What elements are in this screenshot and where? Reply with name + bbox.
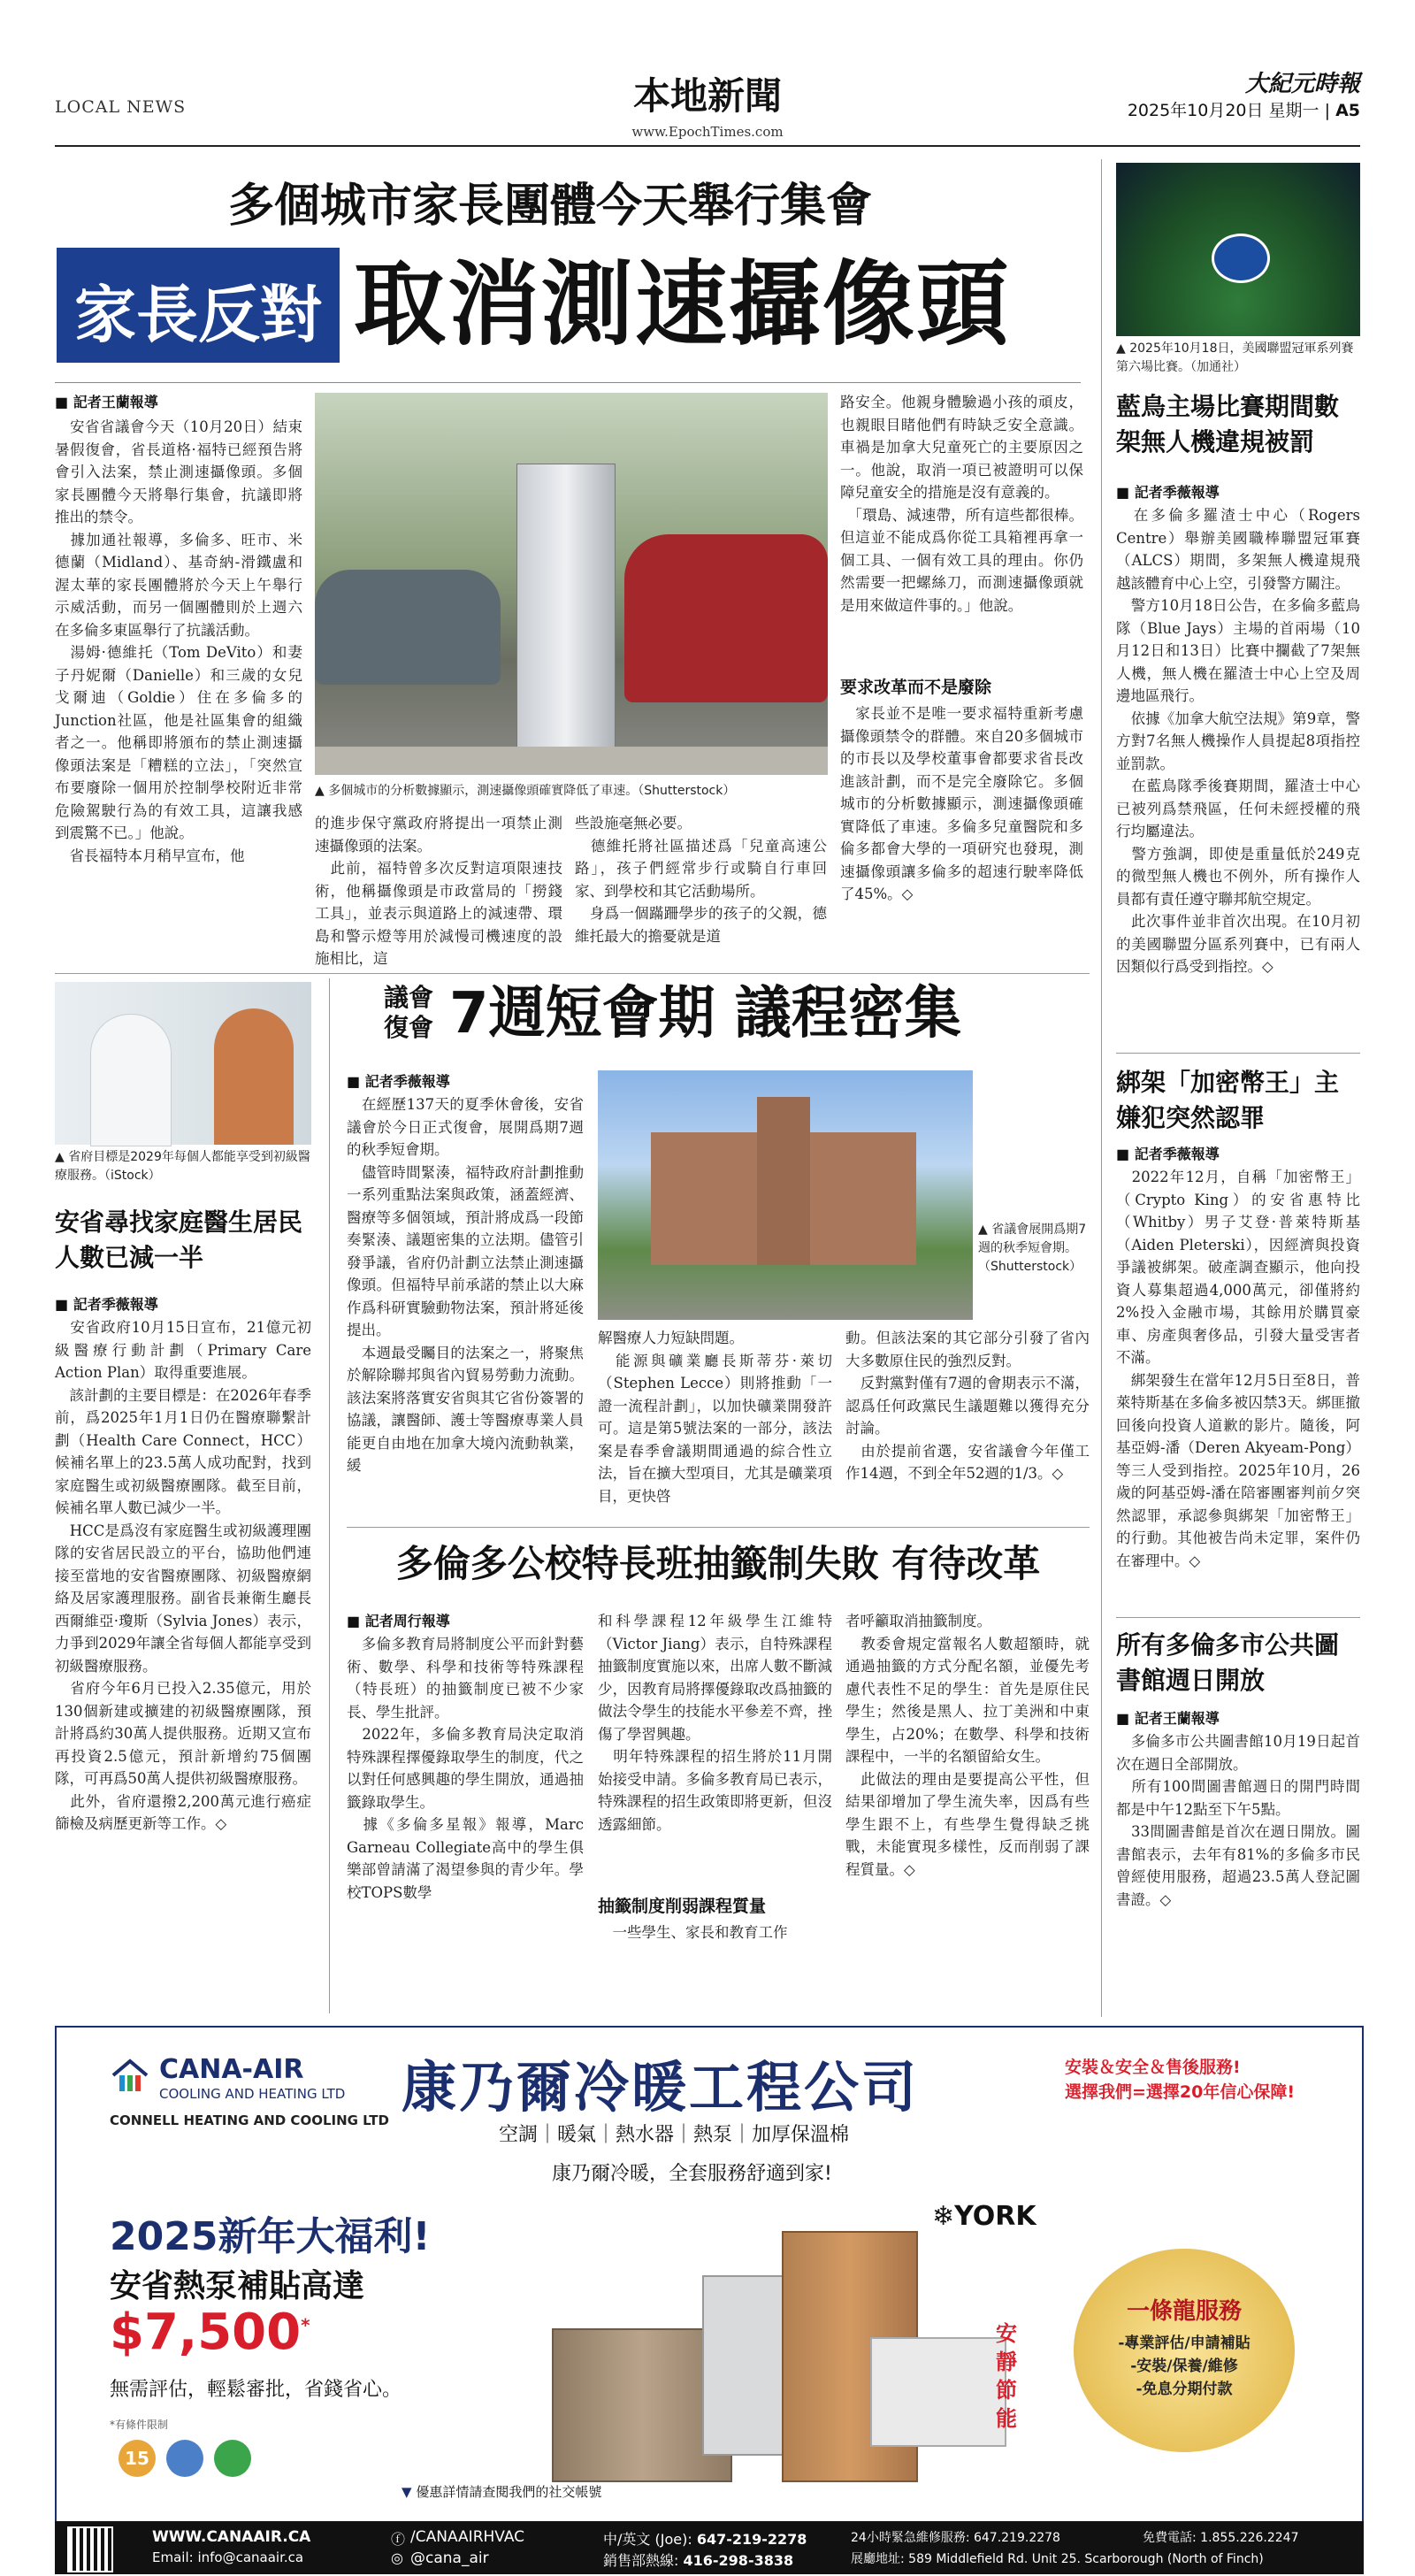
ad-footer <box>55 2521 1364 2574</box>
sidebar-top-headline: 藍鳥主場比賽期間數架無人機違規被罰 <box>1116 392 1340 456</box>
ad-dragon-title: 一條龍服務 <box>1126 2298 1242 2325</box>
legis-col2: 解醫療人力短缺問題。 能源與礦業廳長斯蒂芬·萊切（Stephen Lecce）則將推動「一證一流程計劃」，以加快礦業開發許可。這是第5號法案的一部分，該法案是春季會議期間通過的綜合性立法，旨在擴大型項目，尤其是礦業項目，更快啓 <box>598 1330 832 1505</box>
sidebar-rule-1 <box>1116 1053 1360 1054</box>
ad-banner <box>55 2026 1364 2525</box>
ad-dragon-item-3: -免息分期付款 <box>1136 2380 1233 2398</box>
photo-car-left <box>315 570 501 685</box>
photo-patient <box>214 1008 294 1145</box>
legis-tag-top: 議會 <box>384 983 434 1012</box>
instagram-icon: ◎ <box>391 2549 403 2566</box>
lead-rule <box>55 382 1081 383</box>
sales-number[interactable]: 416-298-3838 <box>683 2552 794 2569</box>
phone-number[interactable]: 647-219-2278 <box>696 2531 807 2548</box>
footer-email[interactable]: Email: info@canaair.ca <box>152 2549 304 2565</box>
footer-tollfree: 免費電話: 1.855.226.2247 <box>1143 2531 1299 2545</box>
stadium-caption: ▲ 2025年10月18日，美國聯盟冠軍系列賽第六場比賽。（加通社） <box>1116 340 1360 377</box>
footer-sales <box>603 2549 793 2570</box>
photo-sidewalk <box>315 747 828 775</box>
page-sep: | <box>1324 101 1336 120</box>
masthead-rule <box>55 145 1360 147</box>
blue-jays-logo-icon <box>1212 234 1270 283</box>
sidebar-top-byline: ■ 記者季薇報導 <box>1116 481 1220 502</box>
legis-caption: ▲ 省議會展開爲期7週的秋季短會期。（Shutterstock） <box>978 1221 1090 1276</box>
page-number: A5 <box>1335 101 1360 120</box>
legis-col3: 動。但該法案的其它部分引發了省內大多數原住民的強烈反對。 反對黨對僅有7週的會期表示不滿，認爲任何政黨民生議題難以獲得充分討論。 由於提前省選，安省議會今年僅工作14週，不到全年52週的1/3。◇ <box>845 1330 1090 1482</box>
date-text: 2025年10月20日 星期一 <box>1127 101 1319 120</box>
sidebar-mid-headline: 綁架「加密幣王」主嫌犯突然認罪 <box>1116 1068 1340 1132</box>
ad-cert-badge-1-icon <box>166 2440 203 2477</box>
schools-subhead: 抽籤制度削弱課程質量 <box>598 1897 767 1916</box>
ad-services: 空調｜暖氣｜熱水器｜熱泵｜加厚保溫棉 <box>499 2124 850 2146</box>
down-arrow-icon: ▼ <box>402 2484 417 2500</box>
stadium-photo <box>1116 163 1360 336</box>
ad-safety-1: 安裝＆安全＆售後服務! <box>1065 2058 1241 2077</box>
sidebar-mid-body: 2022年12月，自稱「加密幣王」（Crypto King）的安省惠特比（Whitby）男子艾登·普萊特斯基（Aiden Pleterski），因經濟與投資爭議被綁架。破產調查顯示，他向投資人募集超過4,000萬元，卻僅將約2%投入金融市場，其餘用於購買豪車、房產與奢侈品，引發大量受害者不滿。 綁架發生在當年12月5日至8日，普萊特斯基在多倫多被囚禁3天。綁匪撤回後向投資人道歉的影片。隨後，阿基亞姆-潘（Deren Akyeam-Pong）等三人受到指控。2025年10月，26歲的阿基亞姆-潘在陪審團審判前夕突然認罪，承認參與綁架「加密幣王」的行動。其他被告尚未定罪，案件仍在審理中。◇ <box>1116 1169 1360 1569</box>
photo-camera-box <box>516 464 616 748</box>
paper-logo: 大紀元時報 <box>1244 71 1360 97</box>
ad-promo-amount <box>110 2304 310 2361</box>
ad-promo-title: 2025新年大福利! <box>110 2214 431 2259</box>
section-label-en: LOCAL NEWS <box>55 97 187 117</box>
sidebar-mid-byline: ■ 記者季薇報導 <box>1116 1143 1220 1163</box>
ad-unit-mini <box>870 2337 1006 2447</box>
sales-label: 銷售部熱線: <box>603 2552 679 2569</box>
ad-fineprint: *有條件限制 <box>110 2419 169 2431</box>
lead-tag-text: 家長反對 <box>74 279 322 351</box>
qr-code-icon <box>67 2526 113 2572</box>
doctor-caption: ▲ 省府目標是2029年每個人都能享受到初級醫療服務。（iStock） <box>55 1148 311 1185</box>
doctor-body: 安省政府10月15日宣布，21億元初級醫療行動計劃（Primary Care Action Plan）取得重要進展。 該計劃的主要目標是：在2026年春季前，爲2025年1月1日仍在醫療聯繫計劃（Health Care Connect，HCC）候補名單上的23.5萬人成功配對，找到家庭醫生或初級醫療團隊。截至目前，候補名單人數已減少一半。 HCC是爲沒有家庭醫生或初級護理團隊的安省居民設立的平台，協助他們連接至當地的安省醫療團隊、初級醫療網絡及居家護理服務。副省長兼衛生廳長西爾維亞·瓊斯（Sylvia Jones）表示，力爭到2029年讓全省每個人都能享受到初級醫療服務。 省府今年6月已投入2.35億元，用於130個新建或擴建的初級醫療團隊，預計將爲約30萬人提供服務。近期又宣布再投資2.5億元，預計新增約75個團隊，可再爲50萬人提供初級醫療服務。 此外，省府還撥2,200萬元進行癌症篩檢及病歷更新等工作。◇ <box>55 1319 311 1832</box>
ad-dragon-item-2: -安裝/保養/維修 <box>1130 2358 1238 2375</box>
doctor-photo <box>55 982 311 1145</box>
ad-york-logo <box>932 2201 1036 2232</box>
promo-amount-star: * <box>301 2314 310 2336</box>
section-title: 本地新聞 <box>632 74 782 118</box>
ad-logo-name: CANA-AIR <box>159 2054 304 2085</box>
schools-col1: 多倫多教育局將制度公平而針對藝術、數學、科學和技術等特殊課程（特長班）的抽籤制度已被不少家長、學生批評。 2022年，多倫多教育局決定取消特殊課程擇優錄取學生的制度，代之以對任何感興趣的學生開放，通過抽籤錄取學生。 據《多倫多星報》報導，Marc Garneau Collegiate高中的學生俱樂部曾請滿了渴望參與的青少年。學校TOPS數學 <box>347 1636 584 1901</box>
lead-col3: 些設施毫無必要。 德維托將社區描述爲「兒童高速公路」，孩子們經常步行或騎自行車回家、到學校和其它活動場所。 身爲一個蹣跚學步的孩子的父親，德維托最大的擔憂就是道 <box>575 815 827 945</box>
ad-promo-sub: 安省熱泵補貼高達 <box>110 2268 365 2304</box>
lead-photo-caption: ▲ 多個城市的分析數據顯示，測速攝像頭確實降低了車速。（Shutterstock） <box>315 782 828 801</box>
sidebar-divider <box>1101 159 1102 2017</box>
lead-photo <box>315 393 828 775</box>
ad-social-hint <box>402 2482 601 2501</box>
footer-website[interactable]: WWW.CANAAIR.CA <box>152 2528 311 2546</box>
lead-col4b: 家長並不是唯一要求福特重新考慮攝像頭禁令的群體。來自20多個城市的市長以及學校董事會都要求省長改進該計劃，而不是完全廢除它。多個城市的分析數據顯示，測速攝像頭確實降低了車速。多倫多兒童醫院和多倫多都會大學的一項研究也發現，測速攝像頭讓多倫多的超速行駛率降低了45%。◇ <box>840 705 1083 902</box>
schools-rule <box>347 1527 1090 1528</box>
legis-byline: ■ 記者季薇報導 <box>347 1070 450 1091</box>
legis-photo <box>598 1070 973 1320</box>
site-url: www.EpochTimes.com <box>631 124 784 140</box>
footer-phone <box>603 2528 807 2549</box>
ad-quiet: 安靜節能 <box>996 2321 1017 2431</box>
issue-date <box>1128 97 1360 121</box>
ad-company-name: 康乃爾冷暖工程公司 <box>402 2055 920 2120</box>
lead-bottom-rule <box>55 973 1090 974</box>
schools-headline: 多倫多公校特長班抽籤制失敗 有待改革 <box>395 1542 1041 1585</box>
footer-facebook[interactable]: /CANAAIRHVAC <box>410 2528 525 2546</box>
footer-emergency: 24小時緊急維修服務: 647.219.2278 <box>851 2531 1060 2545</box>
sidebar-bottom-body: 多倫多市公共圖書館10月19日起首次在週日全部開放。 所有100間圖書館週日的開門時間都是中午12點至下午5點。 33間圖書館是首次在週日開放。圖書館表示，去年有81%的多倫多市民曾經使用服務，超過23.5萬人登記圖書證。◇ <box>1116 1733 1360 1908</box>
lead-col4: 路安全。他親身體驗過小孩的頑皮，也親眼目睹他們有時缺乏安全意識。車禍是加拿大兒童死亡的主要原因之一。他說，取消一項已被證明可以保障兒童安全的措施是沒有意義的。 「環島、減速帶，所有這些都很棒。但這並不能成爲你從工具箱裡再拿一個工具、一個有效工具的理由。你仍然需要一把螺絲刀，而測速攝像頭就是用來做這件事的。」他說。 <box>840 394 1083 614</box>
ad-cert-badge-2-icon <box>214 2440 251 2477</box>
legis-tag-bottom: 復會 <box>384 1013 434 1042</box>
sidebar-rule-2 <box>1116 1617 1360 1618</box>
lead-headline: 取消測速攝像頭 <box>354 250 1011 358</box>
phone-label: 中/英文 (Joe): <box>603 2531 692 2548</box>
photo-car-right <box>624 534 828 702</box>
ad-logo-sub: COOLING AND HEATING LTD <box>159 2086 346 2102</box>
photo-doctor <box>90 1014 172 1146</box>
promo-amount-value: $7,500 <box>110 2304 302 2361</box>
doctor-headline: 安省尋找家庭醫生居民人數已減一半 <box>55 1208 303 1272</box>
schools-col2: 和科學課程12年級學生江維特（Victor Jiang）表示，自特殊課程抽籤制度實施以來，出席人數不斷減少，因教育局將擇優錄取改爲抽籤的做法令學生的技能水平參差不齊，挫傷了學習興趣。 明年特殊課程的招生將於11月開始接受申請。多倫多教育局已表示，特殊課程的招生政策即將更新，但沒透露細節。 <box>598 1613 832 1833</box>
lead-byline: ■ 記者王蘭報導 <box>55 391 158 411</box>
ad-tagline: 康乃爾冷暖，全套服務舒適到家! <box>552 2163 832 2185</box>
sidebar-top-body: 在多倫多羅渣士中心（Rogers Centre）舉辦美國職棒聯盟冠軍賽（ALCS）期間，多架無人機違規飛越該體育中心上空，引發警方關注。 警方10月18日公告，在多倫多藍鳥隊（Blue Jays）主場的首兩場（10月12日和13日）比賽中攔截了7架無人機，無人機在羅渣士中心上空及周邊地區飛行。 依據《加拿大航空法規》第9章，警方對7名無人機操作人員提起8項指控並罰款。 在藍鳥隊季後賽期間，羅渣士中心已被列爲禁飛區，任何未經授權的飛行均屬違法。 警方強調，即使是重量低於249克的微型無人機也不例外，所有操作人員都有責任遵守聯邦航空規定。 此次事件並非首次出現。在10月初的美國聯盟分區系列賽中，已有兩人因類似行爲受到指控。◇ <box>1116 507 1360 975</box>
ad-anniversary-badge: 15 <box>119 2440 156 2477</box>
doctor-byline: ■ 記者季薇報導 <box>55 1293 158 1314</box>
footer-showroom: 展廳地址: 589 Middlefield Rd. Unit 25. Scarborough (North of Finch) <box>851 2552 1264 2566</box>
lead-subhead: 要求改革而不是廢除 <box>840 678 992 697</box>
facebook-icon: ⓕ <box>391 2531 406 2548</box>
lead-col2: 的進步保守黨政府將提出一項禁止測速攝像頭的法案。 此前，福特曾多次反對這項限速技術，他稱攝像頭是市政當局的「撈錢工具」，並表示與道路上的減速帶、環島和警示燈等用於減慢司機速度的設施相比，這 <box>315 815 562 967</box>
footer-instagram[interactable]: @cana_air <box>410 2549 489 2567</box>
ad-house-logo-icon <box>110 2056 150 2097</box>
schools-col2b: 一些學生、家長和教育工作 <box>598 1924 788 1941</box>
sidebar-bottom-headline: 所有多倫多市公共圖書館週日開放 <box>1116 1630 1340 1695</box>
lead-kicker: 多個城市家長團體今天舉行集會 <box>227 180 872 233</box>
ad-safety-2: 選擇我們=選擇20年信心保障! <box>1065 2082 1296 2102</box>
york-brand: YORK <box>954 2201 1036 2232</box>
schools-col3: 者呼籲取消抽籤制度。 教委會規定當報名人數超額時，就通過抽籤的方式分配名額，並優先考慮代表性不足的學生：首先是原住民學生；然後是黑人、拉丁美洲和中東學生，占20%；在數學、科學和技術課程中，一半的名額留給女生。 此做法的理由是要提高公平性，但結果卻增加了學生流失率，因爲有些學生跟不上，有些學生覺得缺乏挑戰，未能實現多樣性，反而削弱了課程質量。◇ <box>845 1613 1090 1878</box>
ad-logo-en: CONNELL HEATING AND COOLING LTD <box>110 2112 389 2128</box>
ad-promo-note: 無需評估，輕鬆審批，省錢省心。 <box>110 2379 402 2401</box>
york-snowflake-icon: ❄ <box>932 2201 955 2232</box>
legis-col1: 在經歷137天的夏季休會後，安省議會於今日正式復會，展開爲期7週的秋季短會期。 儘管時間緊湊，福特政府計劃推動一系列重點法案與政策，涵蓋經濟、醫療等多個領域，預計將成爲一段節奏緊湊、議題密集的立法期。儘管引發爭議，省府仍計劃立法禁止測速攝像頭。但福特早前承諾的禁止以大麻作爲科研實驗動物法案，預計將延後提出。 本週最受矚目的法案之一，將聚焦於解除聯邦與省內貿易勞動力流動。該法案將落實安省與其它省份簽署的協議，讓醫師、護士等醫療專業人員能更自由地在加拿大境內流動執業，緩 <box>347 1096 584 1474</box>
doctor-divider <box>329 978 330 2013</box>
social-hint-text: 優惠詳情請查閱我們的社交帳號 <box>416 2484 602 2500</box>
lead-col1: 安省省議會今天（10月20日）結束暑假復會，省長道格·福特已經預告將會引入法案，禁止測速攝像頭。多個家長團體今天將舉行集會，抗議即將推出的禁令。 據加通社報導，多倫多、旺市、米德蘭（Midland）、基奇納-滑鐵盧和渥太華的家長團體將於今天上午舉行示威活動，而另一個團體則於上週六在多倫多東區舉行了抗議活動。 湯姆·德維托（Tom DeVito）和妻子丹妮爾（Danielle）和三歲的女兒戈爾迪（Goldie）住在多倫多的Junction社區，他是社區集會的組織者之一。他稱即將頒布的禁止測速攝像頭法案是「糟糕的立法」，「突然宣布要廢除一個用於控制學校附近非常危險駕駛行為的有效工具，這讓我感到震驚不已。」他說。 省長福特本月稍早宣布，他 <box>55 418 302 864</box>
schools-byline: ■ 記者周行報導 <box>347 1610 450 1630</box>
photo-tower <box>757 1097 810 1265</box>
sidebar-bottom-byline: ■ 記者王蘭報導 <box>1116 1707 1220 1728</box>
legis-headline: 7週短會期 議程密集 <box>449 981 961 1046</box>
ad-dragon-item-1: -專業評估/申請補貼 <box>1118 2334 1251 2352</box>
